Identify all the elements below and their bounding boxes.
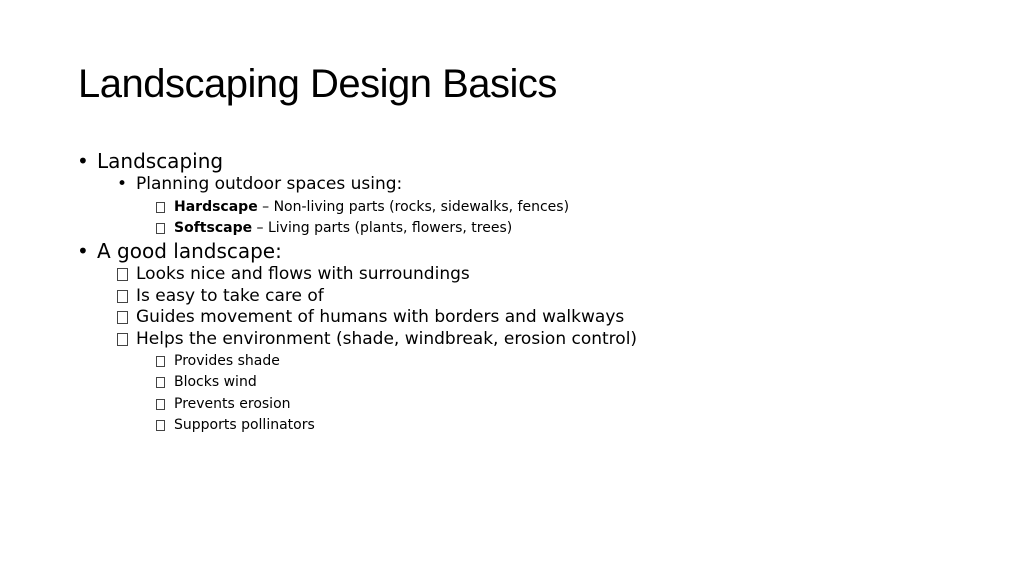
item-text: Guides movement of humans with borders and walkways [136, 307, 625, 327]
bullet-good-landscape [77, 239, 282, 263]
checkbox-bullet-icon [117, 333, 128, 346]
item-text: Looks nice and flows with surroundings [136, 264, 470, 284]
checkbox-bullet-icon [117, 268, 128, 281]
bullet-planning [117, 173, 403, 195]
subitem-text: Prevents erosion [174, 396, 291, 412]
bullet-text: A good landscape: [97, 239, 282, 263]
item-hardscape [174, 197, 569, 217]
checkbox-bullet-icon [156, 377, 165, 388]
subitem-text: Supports pollinators [174, 417, 315, 433]
item-text: Is easy to take care of [136, 286, 324, 306]
checkbox-bullet-icon [156, 223, 165, 234]
bullet-dot: • [77, 149, 89, 173]
subitem-shade [174, 351, 280, 371]
slide-title: Landscaping Design Basics [78, 62, 557, 106]
checkbox-bullet-icon [156, 356, 165, 367]
bullet-dot: • [117, 174, 128, 194]
item-text: Helps the environment (shade, windbreak, erosion control) [136, 329, 638, 349]
bullet-text: Landscaping [97, 149, 224, 173]
subitem-text: Blocks wind [174, 374, 257, 390]
checkbox-bullet-icon [156, 420, 165, 431]
term: Softscape [174, 220, 253, 236]
item-softscape [174, 218, 512, 238]
checkbox-bullet-icon [156, 202, 165, 213]
subitem-wind [174, 372, 257, 392]
description: – Non-living parts (rocks, sidewalks, fences) [257, 199, 570, 215]
subitem-text: Provides shade [174, 353, 280, 369]
description: – Living parts (plants, flowers, trees) [252, 220, 513, 236]
item-helps-environment [136, 328, 637, 350]
subitem-pollinators [174, 415, 315, 435]
item-looks-nice [136, 263, 470, 285]
bullet-dot: • [77, 239, 89, 263]
checkbox-bullet-icon [117, 290, 128, 303]
item-guides-movement [136, 306, 624, 328]
bullet-landscaping [77, 149, 224, 173]
term: Hardscape [174, 199, 258, 215]
item-easy-care [136, 285, 324, 307]
checkbox-bullet-icon [156, 399, 165, 410]
subitem-erosion [174, 394, 291, 414]
bullet-text: Planning outdoor spaces using: [136, 174, 403, 194]
checkbox-bullet-icon [117, 311, 128, 324]
